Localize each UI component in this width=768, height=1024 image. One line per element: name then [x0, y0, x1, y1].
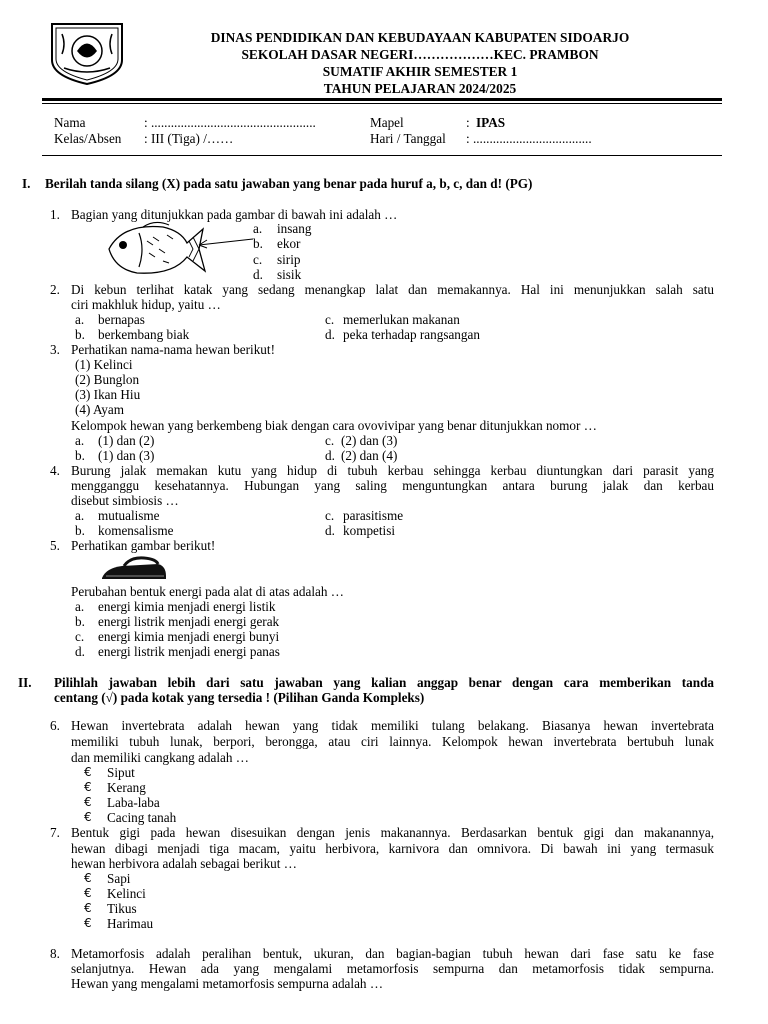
q1-option-b[interactable]: ekor [277, 236, 301, 251]
q6-number: 6. [50, 718, 60, 733]
q7-checkbox-4[interactable]: € [84, 916, 92, 930]
section1-number: I. [22, 176, 31, 191]
q5-question: Perubahan bentuk energi pada alat di atas adalah … [71, 584, 344, 599]
q2-option-b[interactable]: berkembang biak [98, 327, 190, 342]
q3-option-b-letter[interactable]: b. [75, 448, 85, 463]
q2-option-d[interactable]: peka terhadap rangsangan [343, 327, 480, 342]
nama-label: Nama [54, 115, 86, 130]
q6-option-3: Laba-laba [107, 795, 160, 810]
hari-field[interactable]: : .................................... [466, 131, 592, 146]
q7-checkbox-1[interactable]: € [84, 871, 92, 885]
mapel-colon: : [466, 115, 470, 130]
q5-text: Perhatikan gambar berikut! [71, 538, 216, 553]
q3-option-c[interactable]: (2) dan (3) [341, 433, 398, 448]
q7-option-1: Sapi [107, 871, 131, 886]
q1-option-b-letter[interactable]: b. [253, 236, 263, 251]
q4-option-d[interactable]: kompetisi [343, 523, 396, 538]
q1-option-a[interactable]: insang [277, 221, 312, 236]
q8-text-line2: selanjutnya. Hewan ada yang mengalami metamorfosis sempurna dan metamorfosis tidak sempurna. [71, 961, 714, 976]
header-line-year: TAHUN PELAJARAN 2024/2025 [323, 81, 517, 96]
q7-text-line3: hewan herbivora adalah sebagai berikut … [71, 856, 297, 871]
fish-illustration [103, 219, 263, 279]
q5-option-b[interactable]: energi listrik menjadi energi gerak [98, 614, 280, 629]
header-line-exam: SUMATIF AKHIR SEMESTER 1 [322, 64, 518, 79]
q1-number: 1. [50, 207, 60, 222]
header-divider-thick [42, 98, 722, 101]
q7-option-3: Tikus [107, 901, 137, 916]
q3-option-d[interactable]: (2) dan (4) [341, 448, 398, 463]
q6-checkbox-3[interactable]: € [84, 795, 92, 809]
q1-option-d-letter[interactable]: d. [253, 267, 263, 282]
q2-text-line2: ciri makhluk hidup, yaitu … [71, 297, 221, 312]
q4-number: 4. [50, 463, 60, 478]
kelas-field[interactable]: : III (Tiga) /…… [144, 131, 234, 146]
q2-option-c-letter[interactable]: c. [325, 312, 335, 327]
section1-instruction: Berilah tanda silang (X) pada satu jawaban yang benar pada huruf a, b, c, dan d! (PG) [45, 176, 533, 191]
iron-illustration [100, 556, 170, 582]
q6-text-line1: Hewan invertebrata adalah hewan yang tidak memiliki tulang belakang. Biasanya hewan invertebrata [71, 718, 714, 733]
q3-number: 3. [50, 342, 60, 357]
q4-option-b-letter[interactable]: b. [75, 523, 85, 538]
q5-option-d-letter[interactable]: d. [75, 644, 85, 659]
q6-text-line2: memiliki tubuh lunak, berpori, berongga, atau ciri lainnya. Kelompok hewan invertebrata bertubuh lunak [71, 734, 714, 749]
q5-option-a[interactable]: energi kimia menjadi energi listik [98, 599, 276, 614]
q6-text-line3: dan memiliki cangkang adalah … [71, 750, 249, 765]
q2-option-c[interactable]: memerlukan makanan [343, 312, 460, 327]
q5-option-d[interactable]: energi listrik menjadi energi panas [98, 644, 280, 659]
q4-option-c-letter[interactable]: c. [325, 508, 335, 523]
q6-option-4: Cacing tanah [107, 810, 177, 825]
header-line-school: SEKOLAH DASAR NEGERI………………KEC. PRAMBON [241, 47, 599, 62]
q3-option-b[interactable]: (1) dan (3) [98, 448, 155, 463]
q6-checkbox-1[interactable]: € [84, 765, 92, 779]
q2-text-line1: Di kebun terlihat katak yang sedang menangkap lalat dan memakannya. Hal ini menunjukkan salah satu [71, 282, 714, 297]
q1-option-d[interactable]: sisik [277, 267, 302, 282]
q3-animal-4: (4) Ayam [75, 402, 124, 417]
q7-number: 7. [50, 825, 60, 840]
q2-option-a[interactable]: bernapas [98, 312, 145, 327]
q3-animal-2: (2) Bunglon [75, 372, 140, 387]
q8-text-line3: Hewan yang mengalami metamorfosis sempurna adalah … [71, 976, 384, 991]
q4-option-a[interactable]: mutualisme [98, 508, 160, 523]
q5-number: 5. [50, 538, 60, 553]
q1-option-a-letter[interactable]: a. [253, 221, 263, 236]
q2-option-b-letter[interactable]: b. [75, 327, 85, 342]
q1-text: Bagian yang ditunjukkan pada gambar di bawah ini adalah … [71, 207, 398, 222]
q1-option-c-letter[interactable]: c. [253, 252, 263, 267]
q4-option-b[interactable]: komensalisme [98, 523, 174, 538]
hari-label: Hari / Tanggal [370, 131, 446, 146]
q5-option-c-letter[interactable]: c. [75, 629, 85, 644]
header-divider-thin [42, 103, 722, 104]
q7-option-2: Kelinci [107, 886, 146, 901]
q8-text-line1: Metamorfosis adalah peralihan bentuk, ukuran, dan bagian-bagian tubuh hewan dari fase satu ke fase [71, 946, 714, 961]
q5-option-c[interactable]: energi kimia menjadi energi bunyi [98, 629, 280, 644]
q6-checkbox-2[interactable]: € [84, 780, 92, 794]
q3-option-c-letter[interactable]: c. [325, 433, 335, 448]
mapel-label: Mapel [370, 115, 404, 130]
q7-option-4: Harimau [107, 916, 154, 931]
mapel-value: IPAS [476, 115, 506, 130]
q4-text-line2: mengganggu kesehatannya. Hubungan yang saling menguntungkan antara burung jalak dan kerbau [71, 478, 714, 493]
identity-divider [42, 155, 722, 156]
q5-option-a-letter[interactable]: a. [75, 599, 85, 614]
q6-option-2: Kerang [107, 780, 146, 795]
q2-number: 2. [50, 282, 60, 297]
q4-text-line3: disebut simbiosis … [71, 493, 179, 508]
q3-animal-3: (3) Ikan Hiu [75, 387, 141, 402]
q4-option-a-letter[interactable]: a. [75, 508, 85, 523]
q4-option-c[interactable]: parasitisme [343, 508, 404, 523]
q3-option-a[interactable]: (1) dan (2) [98, 433, 155, 448]
q4-text-line1: Burung jalak memakan kutu yang hidup di tubuh kerbau sehingga kerbau diuntungkan dari parasit yang [71, 463, 714, 478]
q6-checkbox-4[interactable]: € [84, 810, 92, 824]
q3-animal-1: (1) Kelinci [75, 357, 133, 372]
header-line-agency: DINAS PENDIDIKAN DAN KEBUDAYAAN KABUPATEN SIDOARJO [210, 30, 630, 45]
section2-number: II. [18, 675, 32, 690]
q4-option-d-letter[interactable]: d. [325, 523, 335, 538]
q6-option-1: Siput [107, 765, 135, 780]
q1-option-c[interactable]: sirip [277, 252, 301, 267]
section2-instruction-line2: centang (√) pada kotak yang tersedia ! (Pilihan Ganda Kompleks) [54, 690, 425, 705]
school-logo [46, 18, 128, 88]
nama-field[interactable]: : .................................................. [144, 115, 316, 130]
q7-text-line1: Bentuk gigi pada hewan disesuikan dengan jenis makanannya. Berdasarkan bentuk gigi dan makanannya, [71, 825, 714, 840]
q3-option-d-letter[interactable]: d. [325, 448, 335, 463]
kelas-label: Kelas/Absen [54, 131, 122, 146]
q2-option-a-letter[interactable]: a. [75, 312, 85, 327]
q2-option-d-letter[interactable]: d. [325, 327, 335, 342]
q5-option-b-letter[interactable]: b. [75, 614, 85, 629]
q7-checkbox-2[interactable]: € [84, 886, 92, 900]
q3-question: Kelompok hewan yang berkembeng biak dengan cara ovovivipar yang benar ditunjukkan nomor … [71, 418, 597, 433]
section2-instruction-line1: Pilihlah jawaban lebih dari satu jawaban yang kalian anggap benar dengan cara memberikan tanda [54, 675, 714, 690]
q7-text-line2: hewan dibagi menjadi tiga macam, yaitu herbivora, karnivora dan omnivora. Di bawah ini yang termasuk [71, 841, 714, 856]
q3-option-a-letter[interactable]: a. [75, 433, 85, 448]
q8-number: 8. [50, 946, 60, 961]
q3-text: Perhatikan nama-nama hewan berikut! [71, 342, 275, 357]
q7-checkbox-3[interactable]: € [84, 901, 92, 915]
